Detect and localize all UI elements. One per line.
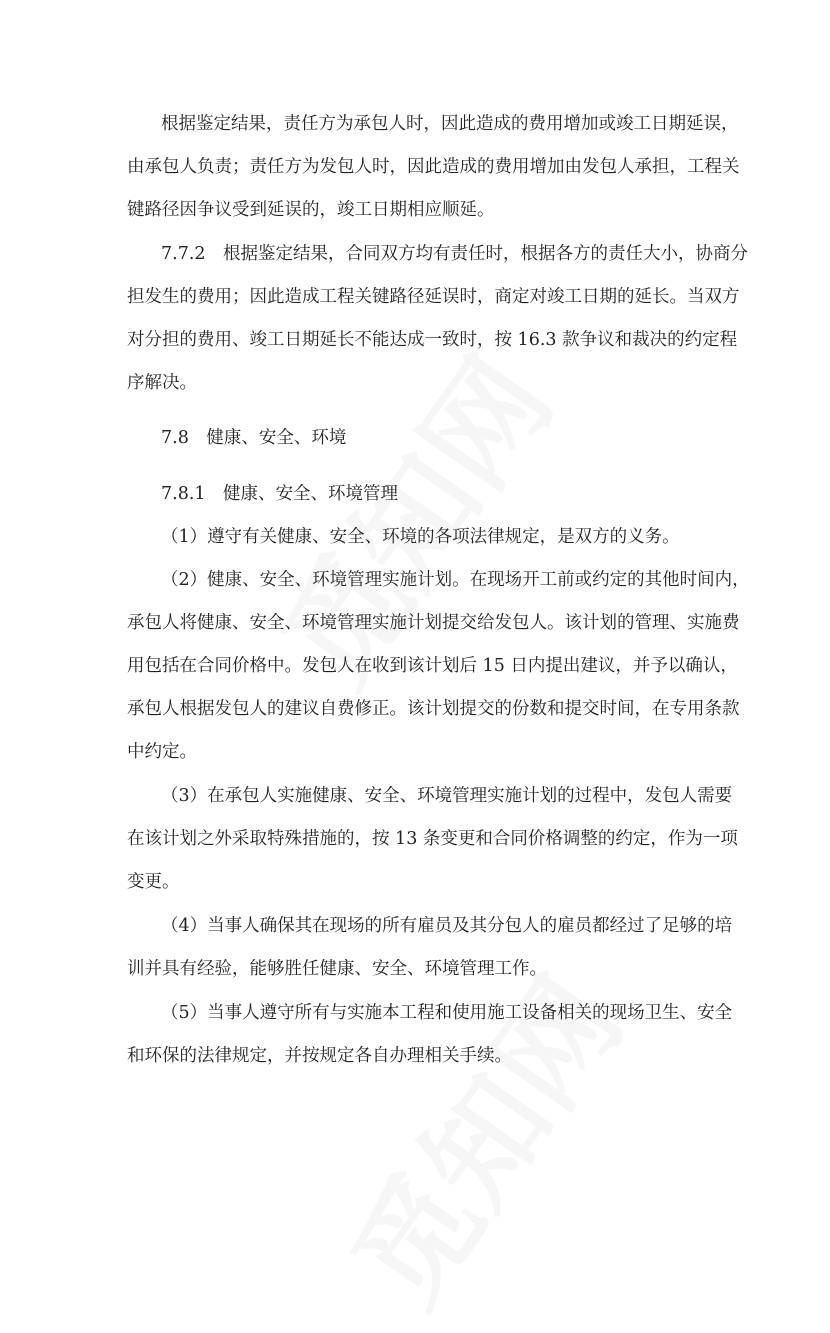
section-heading: 7.8.1 健康、安全、环境管理 bbox=[161, 484, 399, 504]
paragraph-line: （2）健康、安全、环境管理实施计划。在现场开工前或约定的其他时间内， bbox=[161, 570, 750, 590]
paragraph-line: （1）遵守有关健康、安全、环境的各项法律规定，是双方的义务。 bbox=[161, 527, 680, 547]
paragraph-line: 用包括在合同价格中。发包人在收到该计划后 15 日内提出建议，并予以确认， bbox=[127, 656, 738, 676]
paragraph-line: 训并具有经验，能够胜任健康、安全、环境管理工作。 bbox=[127, 959, 547, 979]
paragraph-line: 中约定。 bbox=[127, 742, 197, 762]
paragraph-line: 序解决。 bbox=[127, 373, 197, 393]
paragraph-line: （5）当事人遵守所有与实施本工程和使用施工设备相关的现场卫生、安全 bbox=[161, 1003, 733, 1023]
paragraph-line: 对分担的费用、竣工日期延长不能达成一致时，按 16.3 款争议和裁决的约定程 bbox=[127, 330, 738, 350]
paragraph-line: 由承包人负责；责任方为发包人时，因此造成的费用增加由发包人承担，工程关 bbox=[127, 157, 740, 177]
paragraph-line: 承包人将健康、安全、环境管理实施计划提交给发包人。该计划的管理、实施费 bbox=[127, 613, 740, 633]
watermark bbox=[306, 939, 653, 1333]
paragraph-line: 在该计划之外采取特殊措施的，按 13 条变更和合同价格调整的约定，作为一项 bbox=[127, 829, 738, 849]
paragraph-line: 变更。 bbox=[127, 872, 180, 892]
paragraph-line: 和环保的法律规定，并按规定各自办理相关手续。 bbox=[127, 1046, 512, 1066]
paragraph-line: 7.7.2 根据鉴定结果，合同双方均有责任时，根据各方的责任大小，协商分 bbox=[161, 244, 749, 264]
paragraph-line: 担发生的费用；因此造成工程关键路径延误时，商定对竣工日期的延长。当双方 bbox=[127, 287, 740, 307]
paragraph-line: 键路径因争议受到延误的，竣工日期相应顺延。 bbox=[127, 200, 495, 220]
paragraph-line: 根据鉴定结果，责任方为承包人时，因此造成的费用增加或竣工日期延误， bbox=[161, 114, 739, 134]
paragraph-line: （4）当事人确保其在现场的所有雇员及其分包人的雇员都经过了足够的培 bbox=[161, 916, 733, 936]
section-heading: 7.8 健康、安全、环境 bbox=[161, 428, 347, 448]
paragraph-line: （3）在承包人实施健康、安全、环境管理实施计划的过程中，发包人需要 bbox=[161, 786, 733, 806]
paragraph-line: 承包人根据发包人的建议自费修正。该计划提交的份数和提交时间，在专用条款 bbox=[127, 699, 740, 719]
